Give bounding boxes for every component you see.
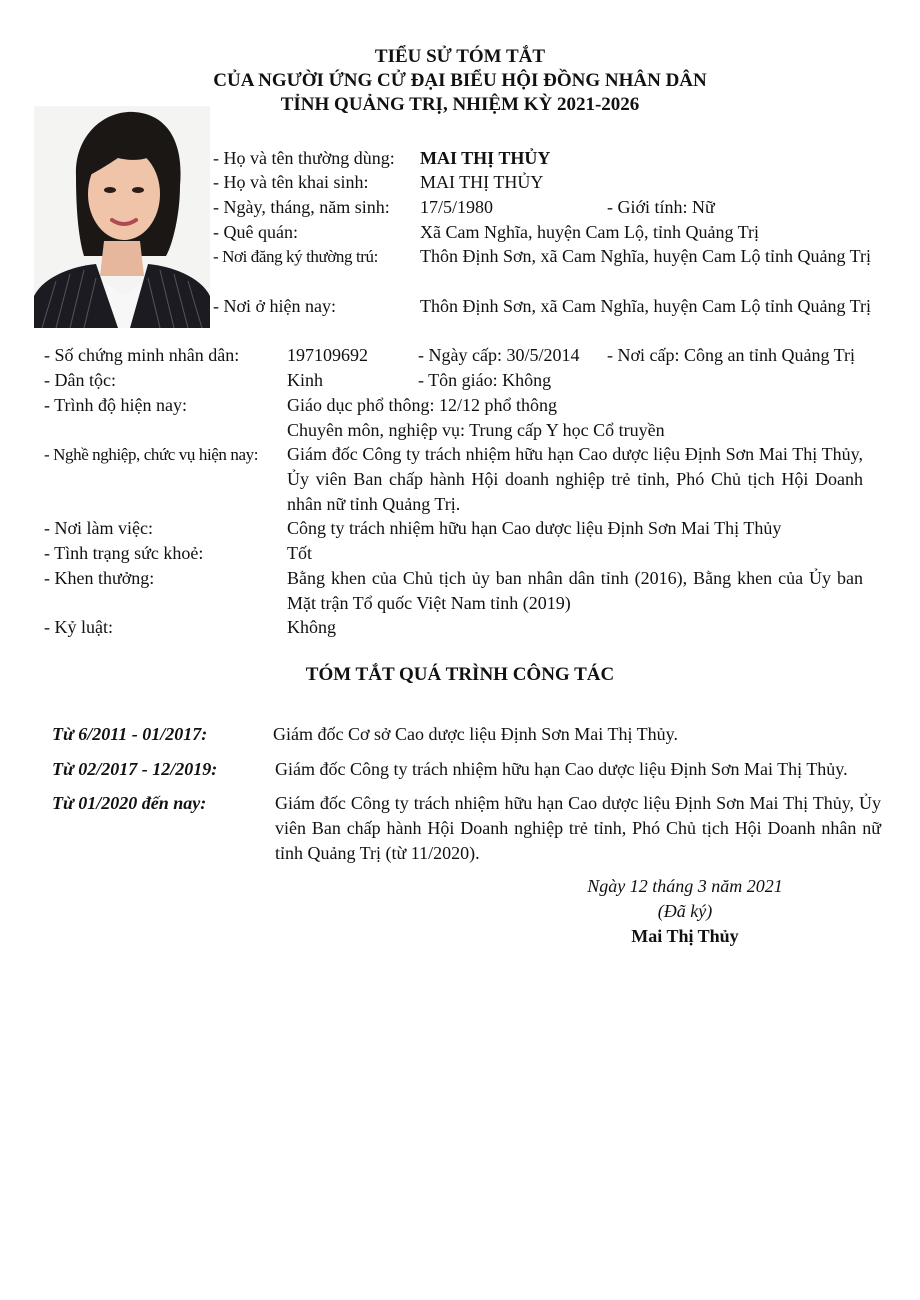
name-birth-label: - Họ và tên khai sinh: [213, 172, 369, 192]
current-address-value: Thôn Định Sơn, xã Cam Nghĩa, huyện Cam Lộ tỉnh Quảng Trị [420, 296, 872, 316]
awards-value: Bằng khen của Chủ tịch ủy ban nhân dân tỉnh (2016), Bằng khen của Ủy ban Mặt trận Tổ quốc Việt Nam tỉnh (2019) [287, 568, 863, 613]
dob-label: - Ngày, tháng, năm sinh: [213, 197, 390, 217]
ethnic-label: - Dân tộc: [44, 370, 116, 390]
permanent-label: - Nơi đăng ký thường trú: [213, 247, 378, 266]
discipline-value: Không [287, 617, 336, 637]
health-value: Tốt [287, 543, 312, 563]
career-desc-3: Giám đốc Công ty trách nhiệm hữu hạn Cao dược liệu Định Sơn Mai Thị Thủy, Ủy viên Ban chấp hành Hội Doanh nghiệp trẻ tỉnh, Phó Chủ tịch Hội Doanh nhân nữ tỉnh Quảng Trị (từ 11/2020). [275, 793, 881, 863]
career-desc-1: Giám đốc Cơ sở Cao dược liệu Định Sơn Mai Thị Thủy. [273, 724, 678, 744]
religion-text: - Tôn giáo: Không [418, 370, 552, 390]
name-common-label: - Họ và tên thường dùng: [213, 148, 395, 168]
hometown-value: Xã Cam Nghĩa, huyện Cam Lộ, tỉnh Quảng Trị [420, 222, 759, 242]
education-general: Giáo dục phổ thông: 12/12 phổ thông [287, 395, 557, 415]
discipline-label: - Kỷ luật: [44, 617, 113, 637]
id-issue-date: - Ngày cấp: 30/5/2014 [418, 345, 580, 365]
portrait-photo [34, 106, 210, 328]
education-label: - Trình độ hiện nay: [44, 395, 188, 415]
career-period-2: Từ 02/2017 - 12/2019: [52, 759, 218, 779]
signature-name: Mai Thị Thủy [631, 926, 739, 946]
career-heading: TÓM TẮT QUÁ TRÌNH CÔNG TÁC [305, 664, 615, 685]
health-label: - Tình trạng sức khoẻ: [44, 543, 204, 563]
document-subtitle: CỦA NGƯỜI ỨNG CỬ ĐẠI BIỂU HỘI ĐỒNG NHÂN DÂN [213, 70, 707, 91]
signature-signed: (Đã ký) [657, 901, 713, 921]
name-common-value: MAI THỊ THỦY [420, 148, 551, 168]
career-period-3: Từ 01/2020 đến nay: [52, 793, 207, 813]
id-number-value: 197109692 [287, 345, 368, 365]
career-period-1: Từ 6/2011 - 01/2017: [52, 724, 208, 744]
id-issue-place: - Nơi cấp: Công an tỉnh Quảng Trị [607, 345, 856, 365]
signature-date: Ngày 12 tháng 3 năm 2021 [587, 876, 783, 896]
occupation-label: - Nghề nghiệp, chức vụ hiện nay: [44, 445, 259, 464]
name-birth-value: MAI THỊ THỦY [420, 172, 544, 192]
hometown-label: - Quê quán: [213, 222, 298, 242]
portrait-illustration [34, 106, 210, 328]
workplace-label: - Nơi làm việc: [44, 518, 153, 538]
occupation-value: Giám đốc Công ty trách nhiệm hữu hạn Cao dược liệu Định Sơn Mai Thị Thủy, Ủy viên Ban chấp hành Hội doanh nghiệp trẻ tỉnh, Phó Chủ tịch Hội Doanh nhân nữ tỉnh Quảng Trị. [287, 444, 863, 514]
ethnic-value: Kinh [287, 370, 323, 390]
document-title: TIỂU SỬ TÓM TẮT [374, 46, 546, 67]
gender-text: - Giới tính: Nữ [607, 197, 715, 217]
education-professional: Chuyên môn, nghiệp vụ: Trung cấp Y học Cổ truyền [287, 420, 665, 440]
permanent-value: Thôn Định Sơn, xã Cam Nghĩa, huyện Cam Lộ tỉnh Quảng Trị [420, 246, 872, 266]
career-desc-2: Giám đốc Công ty trách nhiệm hữu hạn Cao dược liệu Định Sơn Mai Thị Thủy. [275, 759, 848, 779]
awards-label: - Khen thưởng: [44, 568, 155, 588]
workplace-value: Công ty trách nhiệm hữu hạn Cao dược liệu Định Sơn Mai Thị Thủy [287, 518, 782, 538]
document-term: TỈNH QUẢNG TRỊ, NHIỆM KỲ 2021-2026 [280, 94, 640, 115]
current-address-label: - Nơi ở hiện nay: [213, 296, 337, 316]
id-number-label: - Số chứng minh nhân dân: [44, 345, 240, 365]
dob-value: 17/5/1980 [420, 197, 494, 217]
